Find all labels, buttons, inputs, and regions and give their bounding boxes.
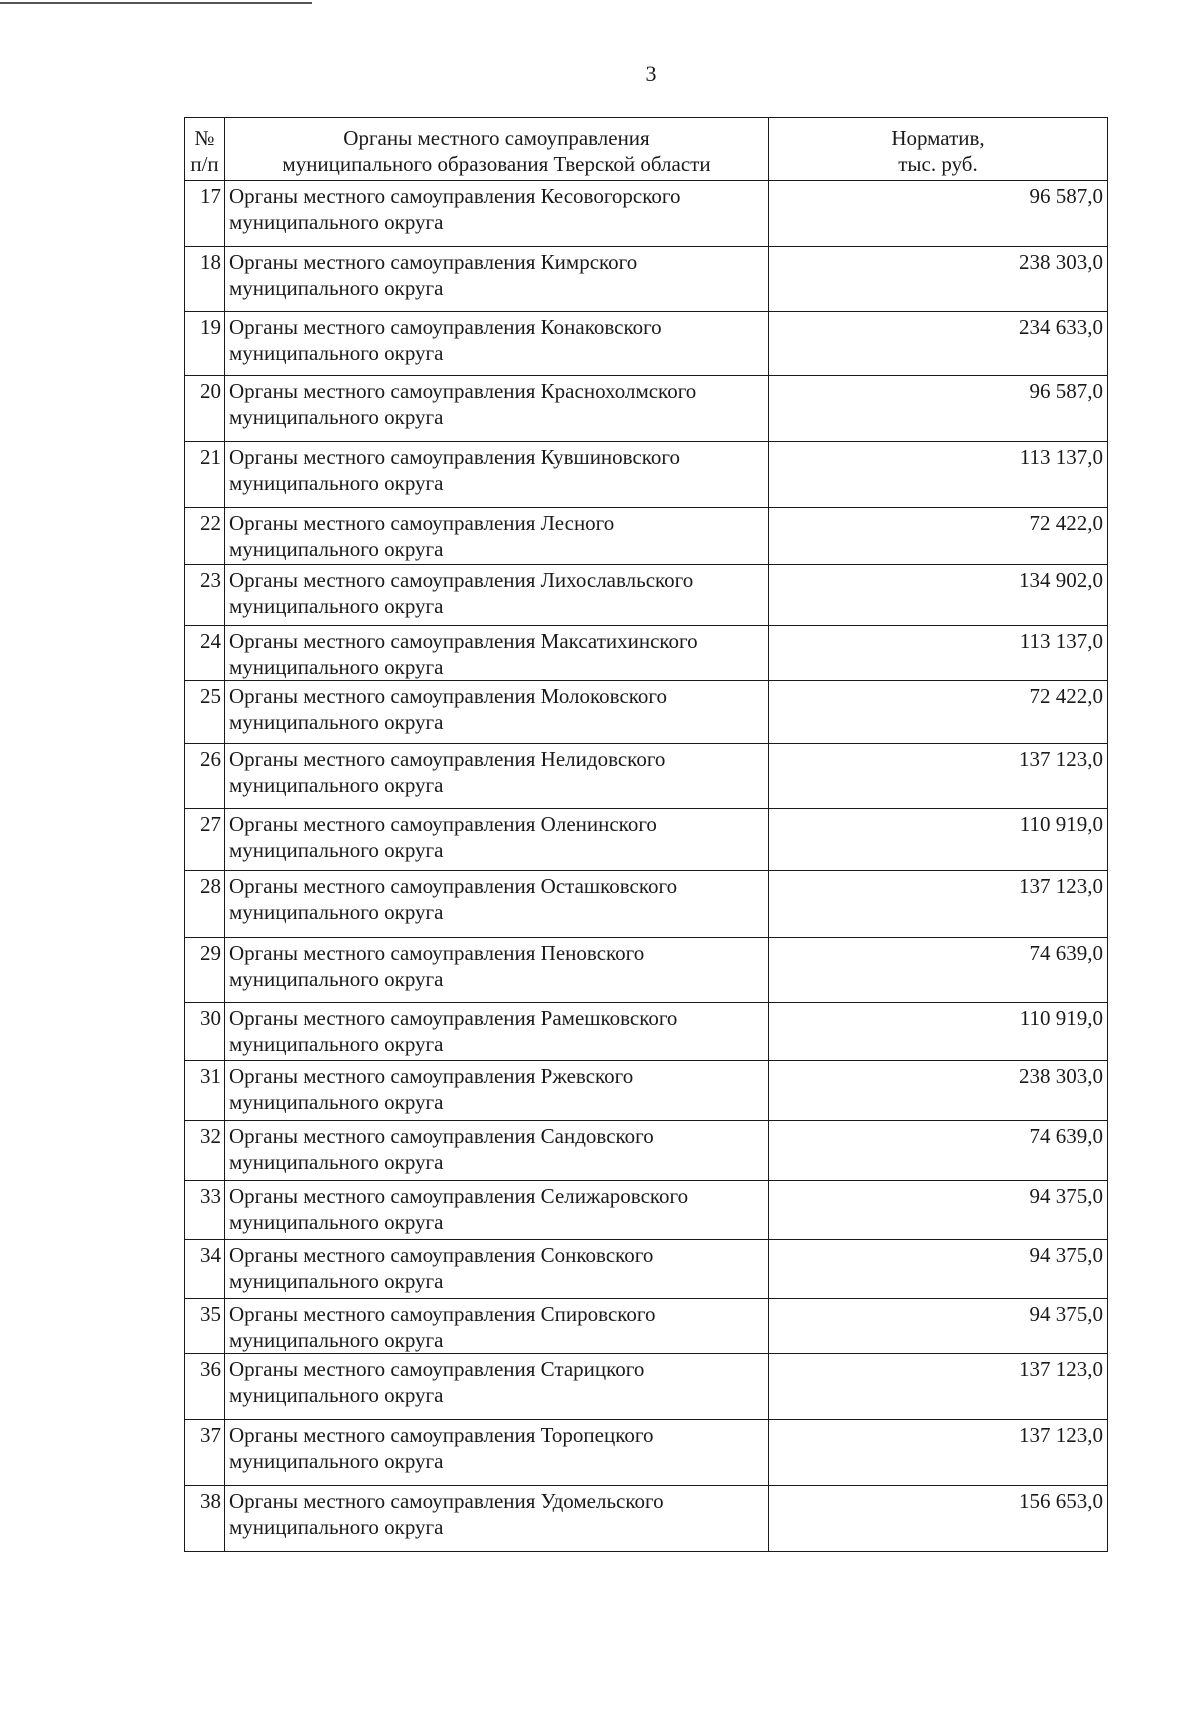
row-authority-name [225,1121,769,1181]
row-normative-value: 96 587,0 [769,181,1108,247]
row-number: 23 [185,565,225,626]
row-name-line1: Органы местного самоуправления Старицкого [229,1357,645,1381]
row-name-line2: муниципального округа [229,210,444,234]
row-name-line2: муниципального округа [229,1328,444,1352]
row-name-line2: муниципального округа [229,1449,444,1473]
row-name-line1: Органы местного самоуправления Краснохолмского [229,379,697,403]
row-normative-value: 94 375,0 [769,1240,1108,1299]
row-number: 27 [185,809,225,871]
table-row [185,1181,1108,1240]
header-value-line2: тыс. руб. [898,152,978,176]
row-number: 28 [185,871,225,938]
row-normative-value: 94 375,0 [769,1181,1108,1240]
row-authority-name [225,1181,769,1240]
header-name [225,118,769,181]
row-authority-name [225,938,769,1003]
row-authority-name [225,508,769,565]
row-normative-value: 72 422,0 [769,508,1108,565]
row-authority-name [225,181,769,247]
scan-edge-line [0,2,312,4]
row-authority-name [225,681,769,744]
table-row [185,1061,1108,1121]
row-authority-name [225,1240,769,1299]
row-name-line2: муниципального округа [229,1515,444,1539]
table-row [185,312,1108,376]
table-row [185,508,1108,565]
row-authority-name [225,1003,769,1061]
row-authority-name [225,1061,769,1121]
row-normative-value: 74 639,0 [769,938,1108,1003]
table-row [185,1354,1108,1420]
row-normative-value: 137 123,0 [769,744,1108,809]
row-authority-name [225,626,769,681]
row-name-line1: Органы местного самоуправления Спировского [229,1302,656,1326]
row-name-line2: муниципального округа [229,471,444,495]
row-number: 35 [185,1299,225,1354]
row-normative-value: 134 902,0 [769,565,1108,626]
row-name-line1: Органы местного самоуправления Нелидовского [229,747,666,771]
row-normative-value: 74 639,0 [769,1121,1108,1181]
row-number: 20 [185,376,225,442]
row-authority-name [225,247,769,312]
header-num [185,118,225,181]
row-number: 18 [185,247,225,312]
table-row [185,1486,1108,1552]
row-normative-value: 72 422,0 [769,681,1108,744]
row-authority-name [225,871,769,938]
row-name-line2: муниципального округа [229,900,444,924]
table-header-row [185,118,1108,181]
row-authority-name [225,376,769,442]
header-value-line1: Норматив, [891,126,985,150]
row-name-line1: Органы местного самоуправления Осташковского [229,874,678,898]
page-number: 3 [645,61,657,86]
row-name-line2: муниципального округа [229,1383,444,1407]
row-number: 32 [185,1121,225,1181]
table-row [185,565,1108,626]
row-number: 36 [185,1354,225,1420]
row-name-line1: Органы местного самоуправления Оленинского [229,812,657,836]
row-number: 38 [185,1486,225,1552]
header-name-line2: муниципального образования Тверской области [282,152,711,176]
row-name-line2: муниципального округа [229,710,444,734]
normative-table [184,117,1108,1552]
table-body [185,181,1108,1552]
table-row [185,1420,1108,1486]
row-normative-value: 137 123,0 [769,871,1108,938]
row-number: 37 [185,1420,225,1486]
row-name-line2: муниципального округа [229,1150,444,1174]
header-value [769,118,1108,181]
row-normative-value: 137 123,0 [769,1354,1108,1420]
row-number: 34 [185,1240,225,1299]
row-name-line1: Органы местного самоуправления Кувшиновского [229,445,681,469]
row-name-line2: муниципального округа [229,405,444,429]
row-name-line1: Органы местного самоуправления Сандовского [229,1124,654,1148]
table-row [185,1299,1108,1354]
row-name-line2: муниципального округа [229,594,444,618]
table-row [185,442,1108,508]
table-row [185,1121,1108,1181]
row-normative-value: 137 123,0 [769,1420,1108,1486]
table-row [185,1003,1108,1061]
row-name-line2: муниципального округа [229,1090,444,1114]
table-row [185,809,1108,871]
row-number: 26 [185,744,225,809]
row-name-line2: муниципального округа [229,1032,444,1056]
table-row [185,626,1108,681]
row-number: 19 [185,312,225,376]
row-name-line2: муниципального округа [229,537,444,561]
row-authority-name [225,1354,769,1420]
row-name-line1: Органы местного самоуправления Сонковского [229,1243,654,1267]
row-authority-name [225,1420,769,1486]
row-name-line1: Органы местного самоуправления Конаковского [229,315,662,339]
row-name-line2: муниципального округа [229,655,444,679]
table-row [185,938,1108,1003]
row-number: 24 [185,626,225,681]
row-normative-value: 234 633,0 [769,312,1108,376]
row-normative-value: 238 303,0 [769,247,1108,312]
row-number: 31 [185,1061,225,1121]
row-normative-value: 110 919,0 [769,1003,1108,1061]
row-number: 17 [185,181,225,247]
row-authority-name [225,744,769,809]
row-number: 29 [185,938,225,1003]
row-name-line1: Органы местного самоуправления Кимрского [229,250,638,274]
row-name-line1: Органы местного самоуправления Рамешковского [229,1006,678,1030]
row-name-line1: Органы местного самоуправления Молоковского [229,684,668,708]
row-name-line2: муниципального округа [229,838,444,862]
row-normative-value: 113 137,0 [769,442,1108,508]
row-normative-value: 96 587,0 [769,376,1108,442]
row-name-line1: Органы местного самоуправления Кесовогорского [229,184,681,208]
table-row [185,1240,1108,1299]
row-name-line1: Органы местного самоуправления Ржевского [229,1064,634,1088]
row-normative-value: 110 919,0 [769,809,1108,871]
row-authority-name [225,565,769,626]
table-row [185,181,1108,247]
row-number: 33 [185,1181,225,1240]
table-row [185,681,1108,744]
row-name-line1: Органы местного самоуправления Лесного [229,511,615,535]
row-authority-name [225,1299,769,1354]
table-row [185,376,1108,442]
row-authority-name [225,312,769,376]
row-name-line1: Органы местного самоуправления Лихославльского [229,568,694,592]
row-name-line2: муниципального округа [229,967,444,991]
table-row [185,247,1108,312]
row-normative-value: 94 375,0 [769,1299,1108,1354]
row-authority-name [225,1486,769,1552]
table-row [185,871,1108,938]
row-name-line1: Органы местного самоуправления Селижаровского [229,1184,689,1208]
table-row [185,744,1108,809]
header-num-line1: № [194,126,215,150]
row-number: 21 [185,442,225,508]
row-normative-value: 113 137,0 [769,626,1108,681]
row-name-line1: Органы местного самоуправления Торопецкого [229,1423,654,1447]
row-name-line1: Органы местного самоуправления Пеновского [229,941,645,965]
row-name-line2: муниципального округа [229,341,444,365]
header-num-line2: п/п [190,152,219,176]
row-name-line2: муниципального округа [229,773,444,797]
row-authority-name [225,809,769,871]
row-normative-value: 156 653,0 [769,1486,1108,1552]
row-number: 30 [185,1003,225,1061]
row-name-line2: муниципального округа [229,1269,444,1293]
row-number: 25 [185,681,225,744]
row-name-line1: Органы местного самоуправления Удомельского [229,1489,664,1513]
row-name-line1: Органы местного самоуправления Максатихинского [229,629,698,653]
row-authority-name [225,442,769,508]
row-name-line2: муниципального округа [229,276,444,300]
header-name-line1: Органы местного самоуправления [343,126,650,150]
row-normative-value: 238 303,0 [769,1061,1108,1121]
row-name-line2: муниципального округа [229,1210,444,1234]
row-number: 22 [185,508,225,565]
